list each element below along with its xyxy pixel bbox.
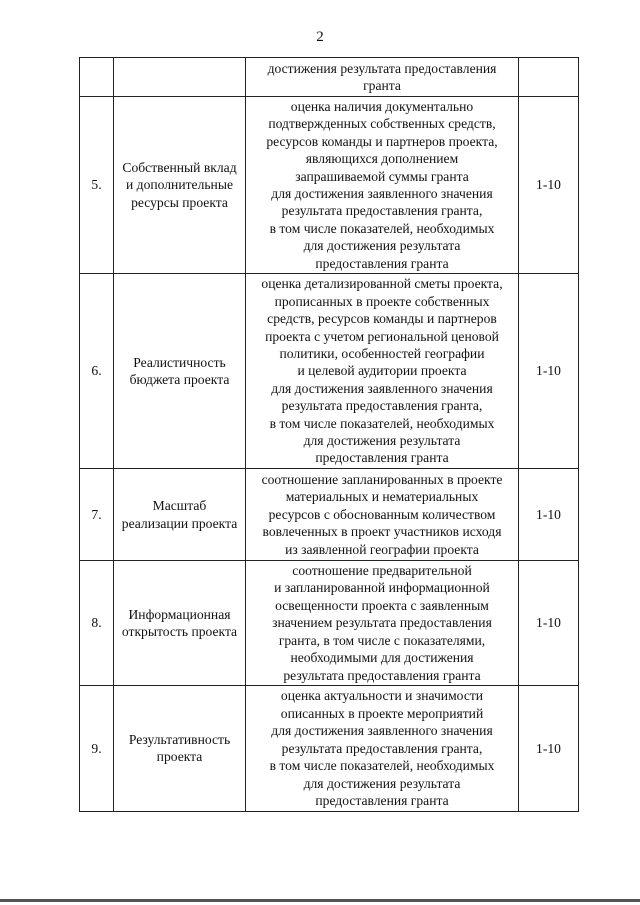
table-row (80, 685, 579, 811)
criterion-name-cell (114, 58, 246, 97)
table-row (80, 97, 579, 274)
row-number-cell: 8. (80, 561, 114, 686)
criterion-name-cell: Информационная открытость проекта (114, 561, 246, 686)
criterion-description-cell: оценка актуальности и значимости описанных в проекте мероприятий для достижения заявленного значения результата предоставления гранта, в том числе показателей, необходимых для достижения результата предоставления гранта (246, 685, 519, 811)
score-range-cell: 1-10 (519, 97, 579, 274)
row-number-cell (80, 58, 114, 97)
score-range-cell: 1-10 (519, 561, 579, 686)
score-range-cell: 1-10 (519, 685, 579, 811)
bottom-edge-line (0, 899, 640, 902)
criterion-name-cell: Результативность проекта (114, 685, 246, 811)
page-number: 2 (316, 29, 324, 45)
criterion-description-cell: оценка наличия документально подтвержденных собственных средств, ресурсов команды и партнеров проекта, являющихся дополнением запрашиваемой суммы гранта для достижения заявленного значения результата предоставления гранта, в том числе показателей, необходимых для достижения результата предоставления гранта (246, 97, 519, 274)
score-range-cell: 1-10 (519, 469, 579, 561)
row-number-cell: 5. (80, 97, 114, 274)
score-range-cell: 1-10 (519, 274, 579, 469)
criterion-description-cell: достижения результата предоставления гранта (246, 58, 519, 97)
table-row (80, 274, 579, 469)
criterion-name-cell: Реалистичность бюджета проекта (114, 274, 246, 469)
table-row (80, 469, 579, 561)
criterion-name-cell: Собственный вклад и дополнительные ресурсы проекта (114, 97, 246, 274)
criterion-name-cell: Масштаб реализации проекта (114, 469, 246, 561)
row-number-cell: 6. (80, 274, 114, 469)
table-row-continuation (80, 58, 579, 97)
criteria-table (79, 57, 579, 812)
score-range-cell (519, 58, 579, 97)
table-row (80, 561, 579, 686)
row-number-cell: 7. (80, 469, 114, 561)
row-number-cell: 9. (80, 685, 114, 811)
criterion-description-cell: соотношение предварительной и запланированной информационной освещенности проекта с заявленным значением результата предоставления гранта, в том числе с показателями, необходимыми для достижения результата предоставления гранта (246, 561, 519, 686)
criterion-description-cell: оценка детализированной сметы проекта, прописанных в проекте собственных средств, ресурсов команды и партнеров проекта с учетом региональной ценовой политики, особенностей географии и целевой аудитории проекта для достижения заявленного значения результата предоставления гранта, в том числе показателей, необходимых для достижения результата предоставления гранта (246, 274, 519, 469)
criterion-description-cell: соотношение запланированных в проекте материальных и нематериальных ресурсов с обоснованным количеством вовлеченных в проект участников исходя из заявленной географии проекта (246, 469, 519, 561)
